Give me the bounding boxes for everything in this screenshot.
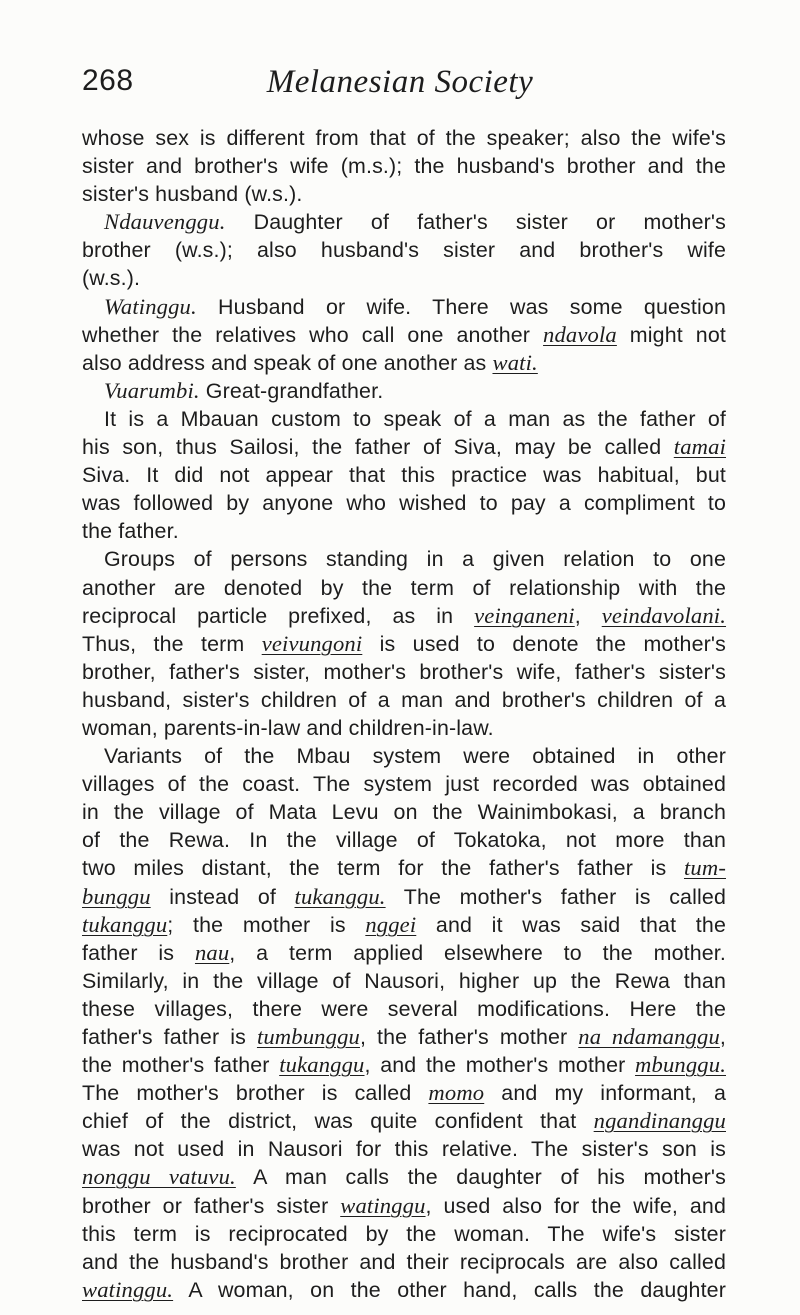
text-run: of the Rewa. In the village of Tokatoka, not more than [82, 828, 726, 853]
italic-term: watinggu. [82, 1276, 174, 1302]
text-line [82, 377, 726, 405]
text-run: Variants of the Mbau system were obtained in other [104, 744, 726, 769]
text-line [82, 349, 726, 377]
text-line [82, 1107, 726, 1135]
text-run: Great-grandfather. [199, 378, 384, 403]
text-run: these villages, there were several modifications. Here the [82, 996, 726, 1021]
text-line [82, 517, 726, 545]
italic-term: tum- [683, 855, 726, 881]
text-run: instead of [150, 884, 295, 909]
text-run: two miles distant, the term for the father's father is [82, 856, 684, 881]
text-run: , the father's mother [359, 1025, 579, 1049]
text-run: ; the mother is [167, 912, 366, 937]
italic-term: watinggu [340, 1192, 426, 1218]
text-line [82, 321, 726, 349]
text-run: and it was said that the [416, 912, 726, 937]
italic-term: veinganeni [474, 602, 575, 628]
text-run: brother, father's sister, mother's brother's wife, father's sister's [82, 659, 726, 684]
text-run: whose sex is different from that of the speaker; also the wife's [82, 126, 726, 150]
italic-term: veindavolani. [601, 602, 727, 628]
text-run: Siva. It did not appear that this practice was habitual, but [82, 463, 726, 488]
italic-term: tukanggu [279, 1052, 365, 1078]
text-line [82, 826, 726, 854]
text-run: A woman, on the other hand, calls the daughter [173, 1277, 726, 1302]
text-run: It is a Mbauan custom to speak of a man as the father of [104, 406, 726, 431]
text-run: his son, thus Sailosi, the father of Siva, may be called [82, 435, 674, 460]
italic-term: ngandinanggu [593, 1108, 726, 1134]
text-line [82, 1079, 726, 1107]
text-run: and the husband's brother and their reciprocals are also called [82, 1249, 726, 1274]
text-line [82, 967, 726, 995]
text-run: , and the mother's mother [364, 1053, 636, 1078]
italic-term: tukanggu. [294, 883, 386, 909]
italic-term: nggei [365, 911, 417, 937]
text-run: was followed by anyone who wished to pay a compliment to [82, 491, 726, 516]
text-line [82, 995, 726, 1023]
text-run: , [719, 1025, 726, 1049]
text-line [82, 1192, 726, 1220]
text-run: Husband or wife. There was some question [196, 294, 726, 319]
text-run: reciprocal particle prefixed, as in [82, 603, 475, 628]
text-run: brother or father's sister [82, 1193, 341, 1218]
text-run: woman, parents-in-law and children-in-law. [82, 715, 494, 740]
text-run: A man calls the daughter of his mother's [235, 1165, 726, 1190]
text-line [82, 433, 726, 461]
text-run: , [574, 603, 602, 628]
text-line [82, 602, 726, 630]
text-run: Groups of persons standing in a given relation to one [104, 547, 726, 572]
italic-term: mbunggu. [635, 1052, 726, 1078]
text-line [82, 293, 726, 321]
text-run: (w.s.). [82, 266, 141, 291]
running-title: Melanesian Society [266, 64, 534, 100]
text-line [82, 574, 726, 602]
italic-term: momo [428, 1080, 485, 1106]
text-line [82, 798, 726, 826]
text-line [82, 883, 726, 911]
text-line [82, 152, 726, 180]
text-line [82, 854, 726, 882]
text-line [82, 939, 726, 967]
text-line [82, 461, 726, 489]
text-line [82, 1248, 726, 1276]
text-line [82, 770, 726, 798]
text-line [82, 1220, 726, 1248]
text-line [82, 180, 726, 208]
text-run: father is [82, 940, 195, 965]
text-run: was not used in Nausori for this relative. The sister's son is [82, 1137, 726, 1162]
italic-term: ndavola [543, 321, 617, 347]
italic-term: tumbunggu [256, 1024, 360, 1049]
italic-term: tamai [673, 434, 726, 460]
text-line [82, 630, 726, 658]
body-text [82, 124, 726, 1304]
text-run: brother (w.s.); also husband's sister and brother's wife [82, 238, 726, 263]
italic-term: bunggu [82, 883, 151, 909]
italic-term: Ndauvenggu. [104, 209, 226, 235]
text-line [82, 405, 726, 433]
page-number: 268 [82, 64, 134, 97]
text-line [82, 1051, 726, 1079]
text-run: , a term applied elsewhere to the mother. [229, 940, 726, 965]
text-line [82, 545, 726, 573]
text-run: might not [616, 322, 726, 347]
text-line [82, 264, 726, 292]
text-run: sister's husband (w.s.). [82, 182, 303, 207]
text-line [82, 1163, 726, 1191]
text-run: in the village of Mata Levu on the Wainimbokasi, a branch [82, 800, 726, 825]
text-line [82, 742, 726, 770]
text-run: this term is reciprocated by the woman. The wife's sister [82, 1221, 726, 1246]
text-run: the mother's father [82, 1053, 280, 1078]
text-line [82, 686, 726, 714]
text-run: and my informant, a [484, 1081, 726, 1106]
text-run: is used to denote the mother's [362, 631, 726, 656]
text-run: The mother's father is called [385, 884, 726, 909]
text-run: husband, sister's children of a man and brother's children of a [82, 687, 726, 712]
italic-term: na ndamanggu [578, 1024, 720, 1049]
text-line [82, 658, 726, 686]
text-line [82, 208, 726, 236]
text-run: Thus, the term [82, 631, 262, 656]
italic-term: wati. [492, 349, 538, 375]
text-run: also address and speak of one another as [82, 350, 493, 375]
italic-term: tukanggu [82, 911, 168, 937]
text-run: sister and brother's wife (m.s.); the husband's brother and the [82, 154, 726, 179]
text-line [82, 911, 726, 939]
italic-term: Vuarumbi. [104, 377, 200, 403]
text-line [82, 124, 726, 152]
text-run: Daughter of father's sister or mother's [225, 210, 726, 235]
text-run: chief of the district, was quite confident that [82, 1109, 594, 1134]
italic-term: nonggu vatuvu. [82, 1164, 236, 1190]
text-run: villages of the coast. The system just recorded was obtained [82, 772, 726, 797]
italic-term: Watinggu. [104, 293, 197, 319]
text-line [82, 714, 726, 742]
text-line [82, 1135, 726, 1163]
italic-term: nau [194, 939, 230, 965]
text-line [82, 489, 726, 517]
text-line [82, 236, 726, 264]
text-run: , used also for the wife, and [425, 1193, 726, 1218]
text-run: another are denoted by the term of relationship with the [82, 575, 726, 600]
page-header [82, 64, 718, 110]
text-line [82, 1023, 726, 1051]
text-run: The mother's brother is called [82, 1081, 429, 1106]
italic-term: veivungoni [261, 630, 363, 656]
text-run: Similarly, in the village of Nausori, higher up the Rewa than [82, 968, 726, 993]
text-run: father's father is [82, 1025, 257, 1049]
text-run: the father. [82, 519, 179, 544]
text-run: whether the relatives who call one another [82, 322, 544, 347]
text-line [82, 1276, 726, 1304]
